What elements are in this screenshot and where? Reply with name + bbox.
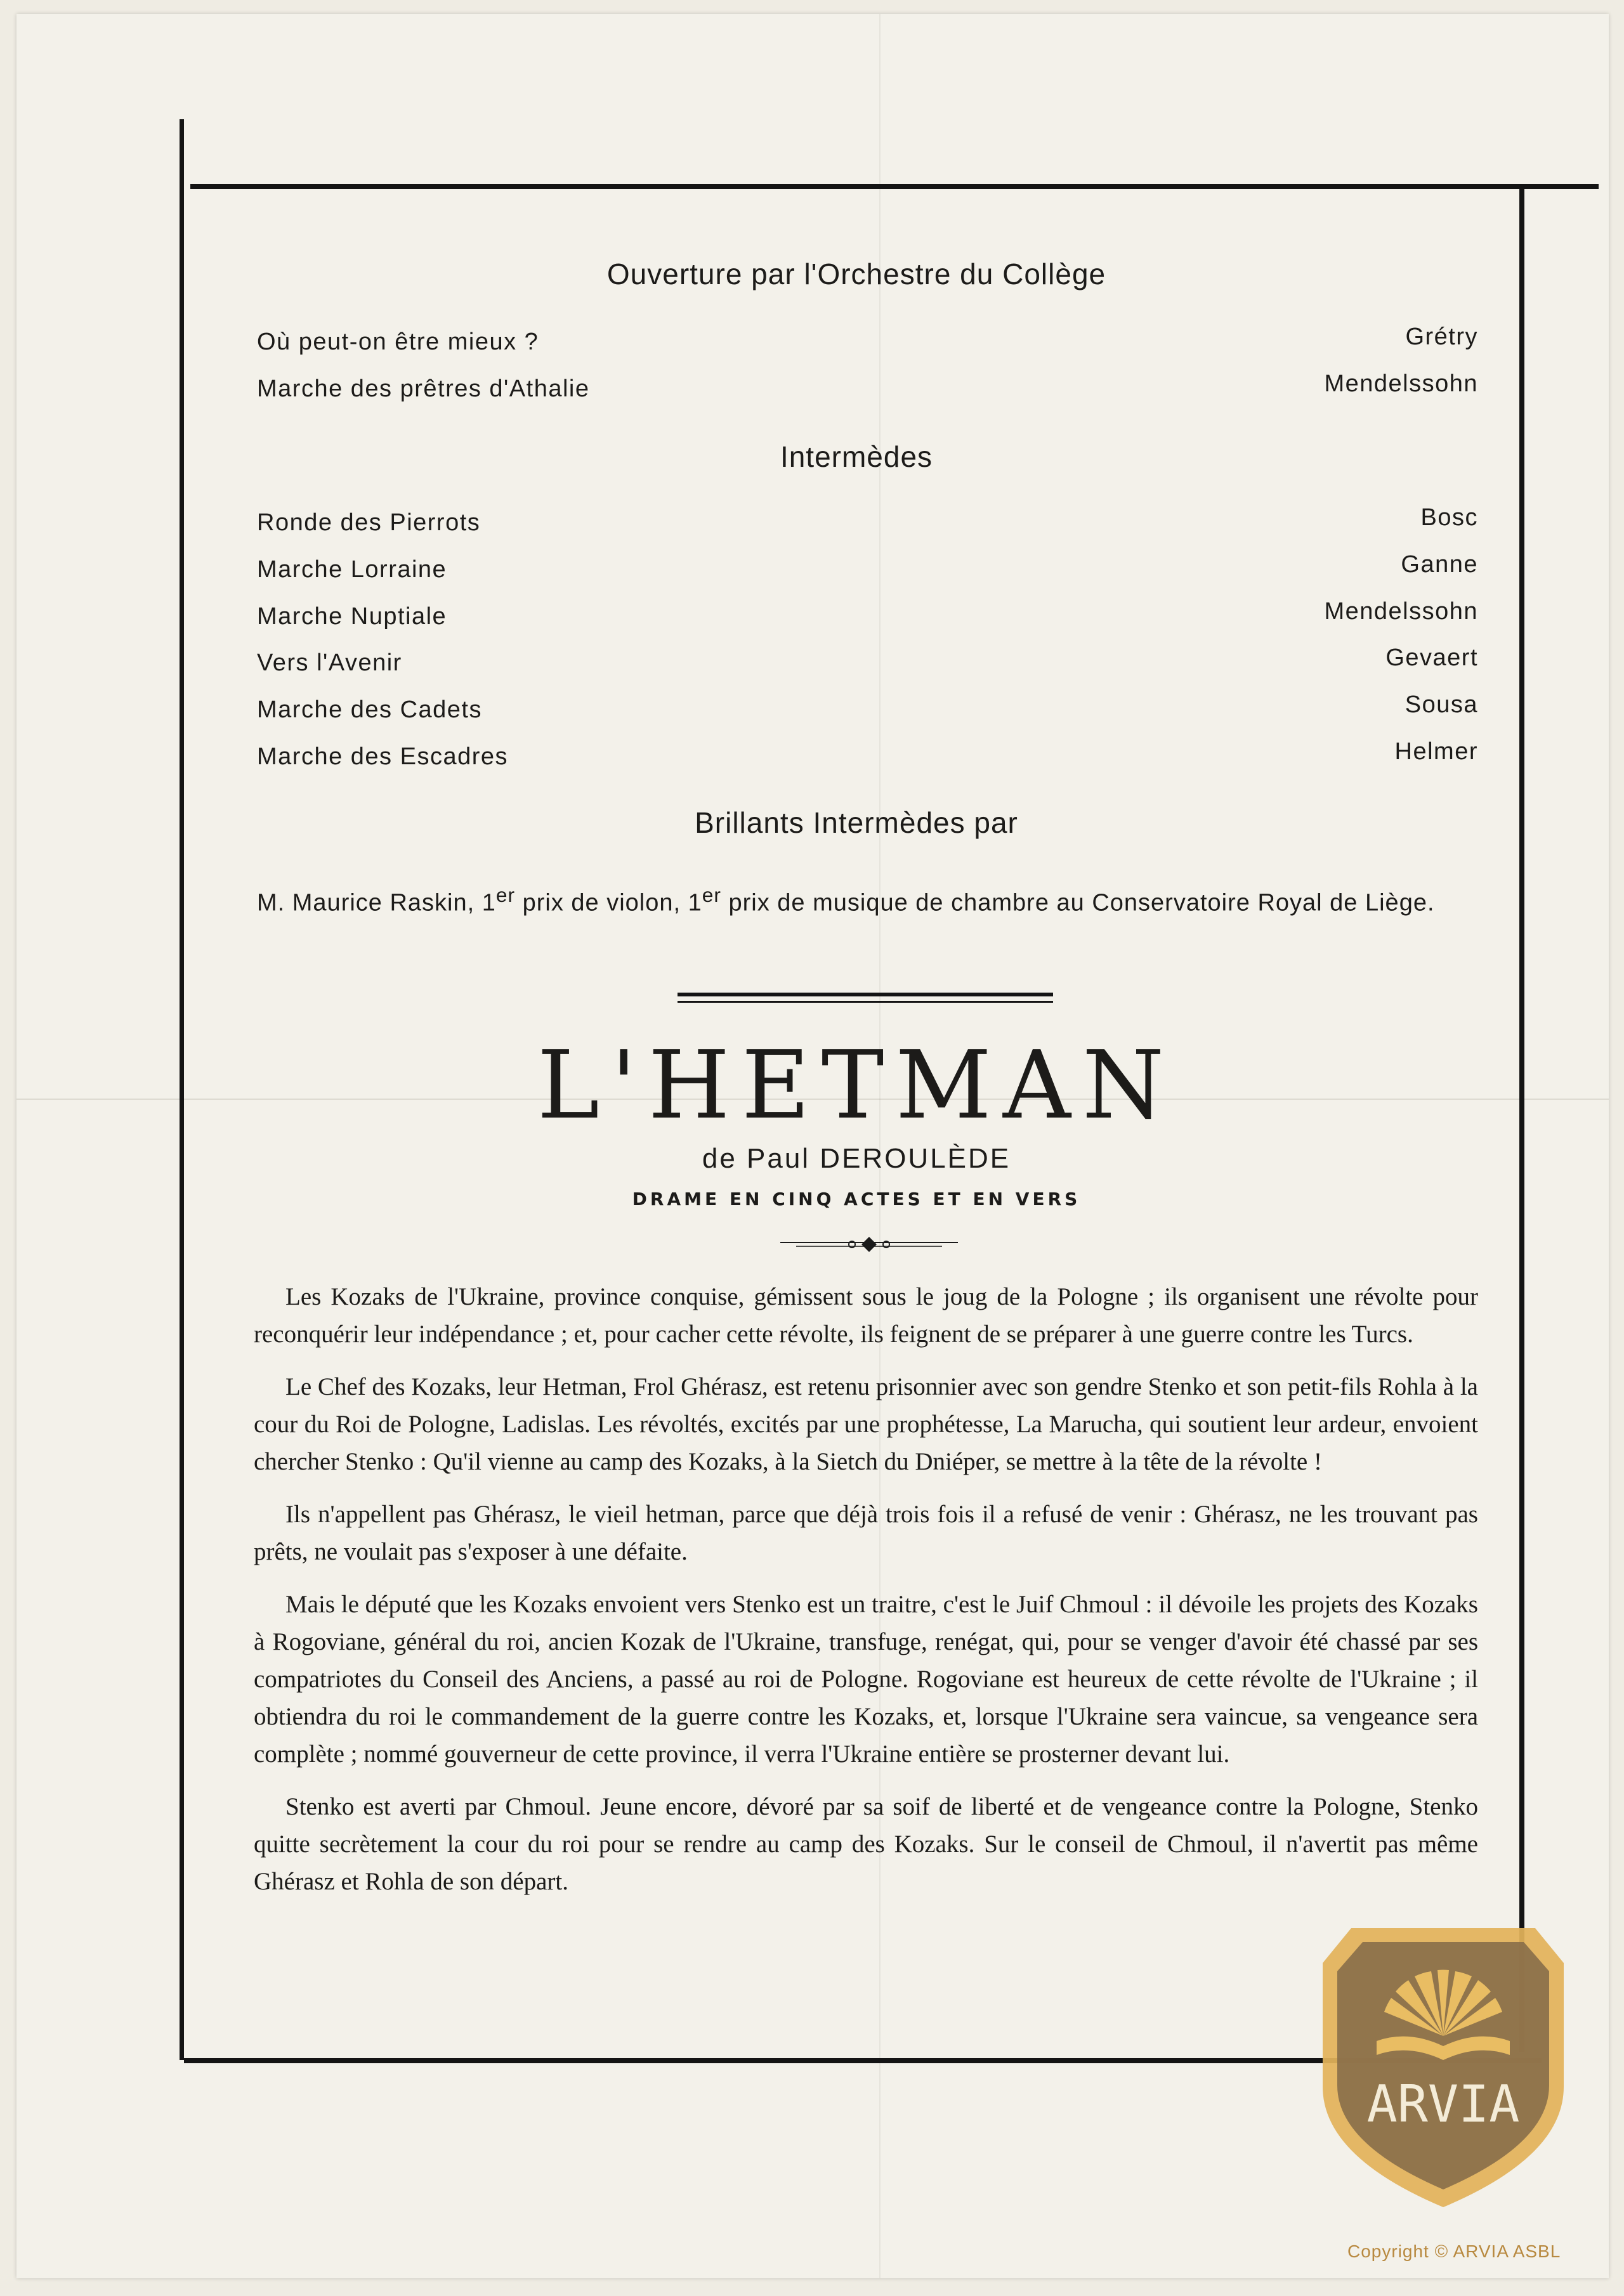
top-border-rule	[190, 184, 1599, 189]
synopsis-paragraph: Les Kozaks de l'Ukraine, province conquise, gémissent sous le joug de la Pologne ; ils organisent une révolte pour reconquérir leur indépendance ; et, pour cacher cette révolte, ils feignent de se préparer à une guerre contre les Turcs.	[254, 1283, 1478, 1348]
arvia-logo-text: ARVIA	[1366, 2075, 1520, 2134]
credit-text: prix de musique de chambre au Conservatoire Royal de Liège.	[721, 889, 1435, 916]
left-border-rule	[180, 119, 184, 2060]
program-row	[257, 504, 1478, 547]
ordinal-suffix: er	[702, 884, 721, 906]
piece-title: Marche des Cadets	[257, 696, 482, 723]
arvia-logo-icon	[1313, 1903, 1573, 2220]
program-row	[257, 644, 1478, 688]
synopsis-paragraph: Le Chef des Kozaks, leur Hetman, Frol Ghérasz, est retenu prisonnier avec son gendre Stenko et son petit-fils Rohla à la cour du Roi de Pologne, Ladislas. Les révoltés, excités par une prophétesse, La Marucha, qui soutient leur ardeur, envoient chercher Stenko : Qu'il vienne au camp des Kozaks, à la Sietch du Dniéper, se mettre à la tête de la révolte !	[254, 1373, 1478, 1475]
piece-title: Marche Nuptiale	[257, 603, 447, 630]
program-row	[257, 691, 1478, 734]
composer-name: Ganne	[1401, 551, 1478, 578]
composer-name: Sousa	[1405, 691, 1478, 718]
synopsis-paragraph: Mais le député que les Kozaks envoient vers Stenko est un traitre, c'est le Juif Chmoul : il dévoile les projets des Kozaks à Rogoviane, général du roi, ancien Kozak de l'Ukraine, transfuge, renégat, qui, pour se venger d'avoir été chassé par ses compatriotes du Conseil des Anciens, a passé au roi de Pologne. Rogoviane est heureux de cette révolte de l'Ukraine ; il obtiendra du roi le commandement de la guerre contre les Kozaks, et, lorsque l'Ukraine sera vaincue, sa vengeance sera complète ; nommé gouverneur de cette province, il verra l'Ukraine entière se prosterner devant lui.	[254, 1591, 1478, 1768]
play-title: L'HETMAN	[537, 1031, 1176, 1140]
brillants-heading: Brillants Intermèdes par	[695, 806, 1018, 839]
performer-credit	[257, 869, 1478, 929]
copyright-notice: Copyright © ARVIA ASBL	[1347, 2241, 1561, 2261]
credit-text: prix de violon, 1	[515, 889, 702, 916]
title-rule-thick	[678, 993, 1053, 996]
composer-name: Mendelssohn	[1324, 598, 1478, 625]
program-row	[257, 551, 1478, 594]
program-row	[257, 370, 1478, 414]
ordinal-suffix: er	[495, 884, 516, 906]
program-row	[257, 598, 1478, 641]
piece-title: Marche Lorraine	[257, 556, 447, 583]
piece-title: Où peut-on être mieux ?	[257, 329, 539, 355]
synopsis	[254, 1278, 1478, 1915]
credit-text: M. Maurice Raskin, 1	[257, 889, 496, 916]
piece-title: Ronde des Pierrots	[257, 509, 481, 536]
piece-title: Marche des prêtres d'Athalie	[257, 375, 590, 402]
composer-name: Bosc	[1420, 504, 1478, 531]
composer-name: Gevaert	[1385, 644, 1478, 671]
program-row	[257, 738, 1478, 781]
synopsis-paragraph: Stenko est averti par Chmoul. Jeune encore, dévoré par sa soif de liberté et de vengeance contre la Pologne, Stenko quitte secrètement la cour du roi pour se rendre au camp des Kozaks. Sur le conseil de Chmoul, il n'avertit pas même Ghérasz et Rohla de son départ.	[254, 1793, 1478, 1895]
title-rule-thin	[678, 1001, 1053, 1003]
synopsis-paragraph: Ils n'appellent pas Ghérasz, le vieil hetman, parce que déjà trois fois il a refusé de venir : Ghérasz, ne les trouvant pas prêts, ne voulait pas s'exposer à une défaite.	[254, 1501, 1478, 1565]
play-subtitle: DRAME EN CINQ ACTES ET EN VERS	[632, 1189, 1081, 1210]
play-author: de Paul DEROULÈDE	[702, 1143, 1011, 1174]
ornament-divider-icon	[777, 1232, 961, 1257]
composer-name: Grétry	[1405, 323, 1478, 350]
piece-title: Marche des Escadres	[257, 743, 508, 770]
composer-name: Mendelssohn	[1324, 370, 1478, 397]
overture-heading: Ouverture par l'Orchestre du Collège	[606, 258, 1106, 290]
intermedes-heading: Intermèdes	[780, 440, 933, 473]
program-row	[257, 323, 1478, 367]
piece-title: Vers l'Avenir	[257, 649, 402, 676]
composer-name: Helmer	[1394, 738, 1478, 765]
